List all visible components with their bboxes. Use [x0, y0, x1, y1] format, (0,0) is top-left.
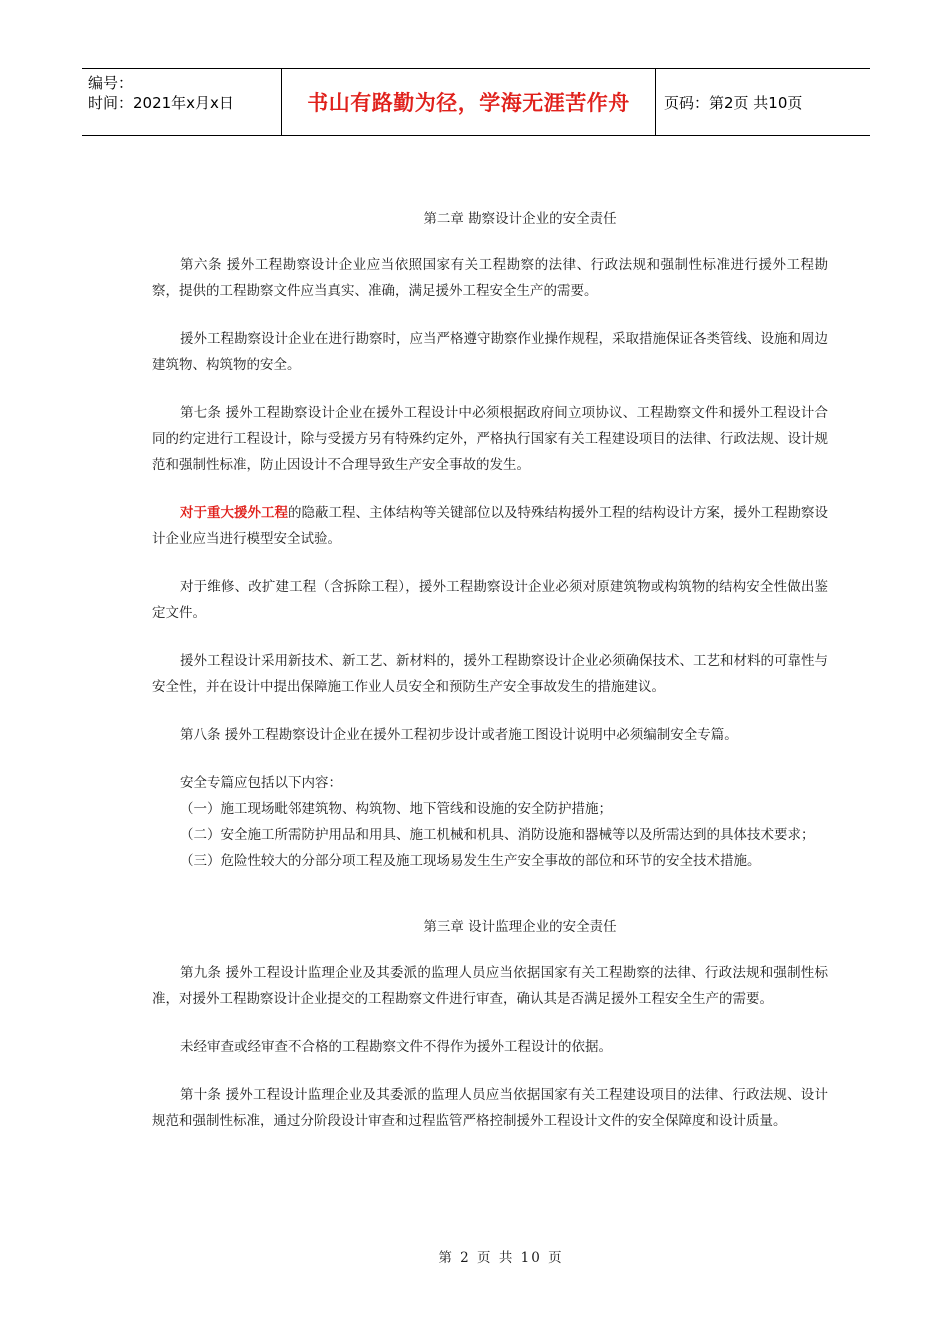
article-9-paragraph: 第九条 援外工程设计监理企业及其委派的监理人员应当依据国家有关工程勘察的法律、行政法规和强制性标准，对援外工程勘察设计企业提交的工程勘察文件进行审查，确认其是否满足援外工程安全生产的需要。: [152, 965, 828, 1007]
article-8-paragraph: 第八条 援外工程勘察设计企业在援外工程初步设计或者施工图设计说明中必须编制安全专篇。: [180, 727, 738, 743]
list-item: （三）危险性较大的分部分项工程及施工现场易发生生产安全事故的部位和环节的安全技术措施。: [180, 853, 761, 869]
header-page-info: 页码：第2页 共10页: [664, 93, 803, 112]
article-7-paragraph: 第七条 援外工程勘察设计企业在援外工程设计中必须根据政府间立项协议、工程勘察文件和援外工程设计合同的约定进行工程设计，除与受援方另有特殊约定外，严格执行国家有关工程建设项目的法律、行政法规、设计规范和强制性标准，防止因设计不合理导致生产安全事故的发生。: [152, 405, 828, 473]
article-6-paragraph: 第六条 援外工程勘察设计企业应当依照国家有关工程勘察的法律、行政法规和强制性标准进行援外工程勘察，提供的工程勘察文件应当真实、准确，满足援外工程安全生产的需要。: [152, 257, 828, 299]
unreviewed-documents-paragraph: 未经审查或经审查不合格的工程勘察文件不得作为援外工程设计的依据。: [180, 1039, 612, 1055]
survey-safety-paragraph: 援外工程勘察设计企业在进行勘察时，应当严格遵守勘察作业操作规程，采取措施保证各类管线、设施和周边建筑物、构筑物的安全。: [152, 331, 828, 373]
page-header: [82, 68, 870, 136]
list-item: （二）安全施工所需防护用品和用具、施工机械和机具、消防设施和器械等以及所需达到的具体技术要求；: [180, 827, 815, 843]
safety-section-intro: 安全专篇应包括以下内容：: [180, 775, 342, 791]
list-item: （一）施工现场毗邻建筑物、构筑物、地下管线和设施的安全防护措施；: [180, 801, 612, 817]
document-number-label: 编号：: [88, 74, 134, 92]
chapter-2-title: 第二章 勘察设计企业的安全责任: [423, 211, 617, 227]
major-project-paragraph: [152, 500, 828, 552]
header-motto: 书山有路勤为径，学海无涯苦作舟: [282, 69, 656, 135]
new-technology-paragraph: 援外工程设计采用新技术、新工艺、新材料的，援外工程勘察设计企业必须确保技术、工艺和材料的可靠性与安全性，并在设计中提出保障施工作业人员安全和预防生产安全事故发生的措施建议。: [152, 653, 828, 695]
major-project-text: 的隐蔽工程、主体结构等关键部位以及特殊结构援外工程的结构设计方案，援外工程勘察设计企业应当进行模型安全试验。: [152, 505, 828, 547]
header-meta: [82, 69, 282, 135]
article-10-paragraph: 第十条 援外工程设计监理企业及其委派的监理人员应当依据国家有关工程建设项目的法律、行政法规、设计规范和强制性标准，通过分阶段设计审查和过程监管严格控制援外工程设计文件的安全保障度和设计质量。: [152, 1087, 828, 1129]
renovation-paragraph: 对于维修、改扩建工程（含拆除工程），援外工程勘察设计企业必须对原建筑物或构筑物的结构安全性做出鉴定文件。: [152, 579, 828, 621]
document-body: [152, 206, 828, 1156]
document-date: 时间：2021年x月x日: [88, 94, 234, 112]
chapter-3-title: 第三章 设计监理企业的安全责任: [423, 919, 617, 935]
page-footer: 第 2 页 共 10 页: [438, 1250, 564, 1266]
highlighted-phrase: 对于重大援外工程: [180, 505, 288, 521]
